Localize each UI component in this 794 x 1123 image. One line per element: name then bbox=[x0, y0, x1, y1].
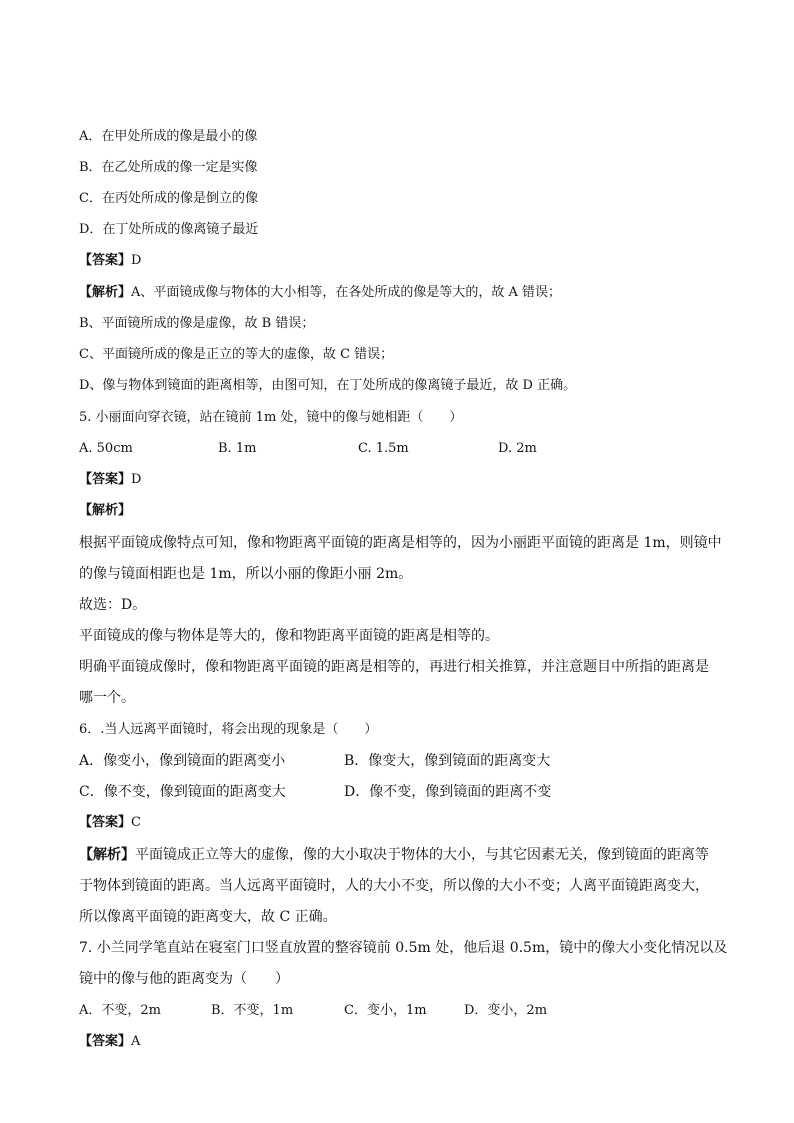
analysis-text: 平面镜成正立等大的虚像，像的大小取决于物体的大小，与其它因素无关，像到镜面的距离等 bbox=[135, 847, 709, 863]
q6-option-b: B．像变大，像到镜面的距离变大 bbox=[344, 753, 551, 769]
q5-analysis-line-5: 明确平面镜成像时，像和物距离平面镜的距离是相等的，再进行相关推算，并注意题目中所指的距离是 bbox=[79, 659, 709, 675]
q4-analysis-line-1 bbox=[79, 284, 561, 302]
q5-option-b: B. 1m bbox=[218, 441, 257, 456]
answer-value: A bbox=[131, 1034, 141, 1049]
answer-label: 【答案】 bbox=[79, 1034, 132, 1049]
q7-option-a: A．不变，2m bbox=[79, 1003, 161, 1018]
q6-option-d: D．像不变，像到镜面的距离不变 bbox=[344, 784, 552, 800]
q5-analysis-line-6: 哪一个。 bbox=[79, 690, 135, 706]
q6-option-c: C．像不变，像到镜面的距离变大 bbox=[79, 784, 286, 800]
q4-option-b: B．在乙处所成的像一定是实像 bbox=[79, 160, 258, 175]
q5-option-d: D. 2m bbox=[498, 441, 537, 456]
q4-analysis-line-2: B、平面镜所成的像是虚像，故 B 错误； bbox=[79, 316, 315, 331]
analysis-label: 【解析】 bbox=[79, 503, 132, 518]
q5-option-c: C. 1.5m bbox=[358, 441, 409, 456]
q4-analysis-line-3: C、平面镜所成的像是正立的等大的虚像，故 C 错误； bbox=[79, 347, 394, 362]
q6-answer bbox=[79, 814, 141, 832]
q5-option-a: A. 50cm bbox=[79, 441, 133, 456]
q4-option-a: A．在甲处所成的像是最小的像 bbox=[79, 129, 258, 144]
analysis-label: 【解析】 bbox=[79, 847, 135, 863]
q5-analysis-line-1: 根据平面镜成像特点可知，像和物距离平面镜的距离是相等的，因为小丽距平面镜的距离是 1m，则镜中 bbox=[79, 535, 722, 551]
q7-option-d: D．变小，2m bbox=[464, 1003, 548, 1018]
answer-value: C bbox=[131, 815, 141, 830]
answer-label: 【答案】 bbox=[79, 472, 132, 487]
q5-analysis-line-4: 平面镜成的像与物体是等大的，像和物距离平面镜的距离是相等的。 bbox=[79, 628, 499, 644]
q5-analysis-line-3: 故选：D。 bbox=[79, 597, 147, 613]
q6-analysis-line-2: 于物体到镜面的距离。当人远离平面镜时，人的大小不变，所以像的大小不变；人离平面镜距离变大， bbox=[79, 878, 709, 894]
answer-value: D bbox=[131, 253, 142, 268]
q5-analysis-label bbox=[79, 502, 131, 520]
q7-option-c: C．变小，1m bbox=[344, 1003, 427, 1018]
q6-analysis-line-1 bbox=[79, 846, 709, 864]
q5-stem: 5. 小丽面向穿衣镜，站在镜前 1m 处，镜中的像与她相距（ ） bbox=[79, 410, 463, 425]
q7-answer bbox=[79, 1033, 140, 1051]
analysis-label: 【解析】 bbox=[79, 285, 132, 300]
q6-option-a: A．像变小，像到镜面的距离变小 bbox=[79, 753, 286, 769]
q7-stem-line-2: 镜中的像与他的距离变为（ ） bbox=[79, 971, 289, 987]
q6-analysis-line-3: 所以像离平面镜的距离变大，故 C 正确。 bbox=[79, 909, 337, 925]
q6-stem: 6．.当人远离平面镜时，将会出现的现象是（ ） bbox=[79, 722, 378, 737]
q5-analysis-line-2: 的像与镜面相距也是 1m，所以小丽的像距小丽 2m。 bbox=[79, 566, 413, 582]
q5-answer bbox=[79, 471, 141, 489]
q7-stem-line-1: 7. 小兰同学笔直站在寝室门口竖直放置的整容镜前 0.5m 处，他后退 0.5m，镜中的像大小变化情况以及 bbox=[79, 940, 728, 956]
q4-option-c: C．在丙处所成的像是倒立的像 bbox=[79, 191, 258, 206]
analysis-text: A、平面镜成像与物体的大小相等，在各处所成的像是等大的，故 A 错误； bbox=[131, 285, 562, 300]
q4-answer bbox=[79, 252, 141, 270]
q4-analysis-line-4: D、像与物体到镜面的距离相等，由图可知，在丁处所成的像离镜子最近，故 D 正确。 bbox=[79, 378, 577, 393]
answer-label: 【答案】 bbox=[79, 815, 132, 830]
q7-option-b: B．不变，1m bbox=[211, 1003, 294, 1018]
answer-label: 【答案】 bbox=[79, 253, 132, 268]
q4-option-d: D．在丁处所成的像离镜子最近 bbox=[79, 222, 259, 237]
answer-value: D bbox=[131, 472, 142, 487]
